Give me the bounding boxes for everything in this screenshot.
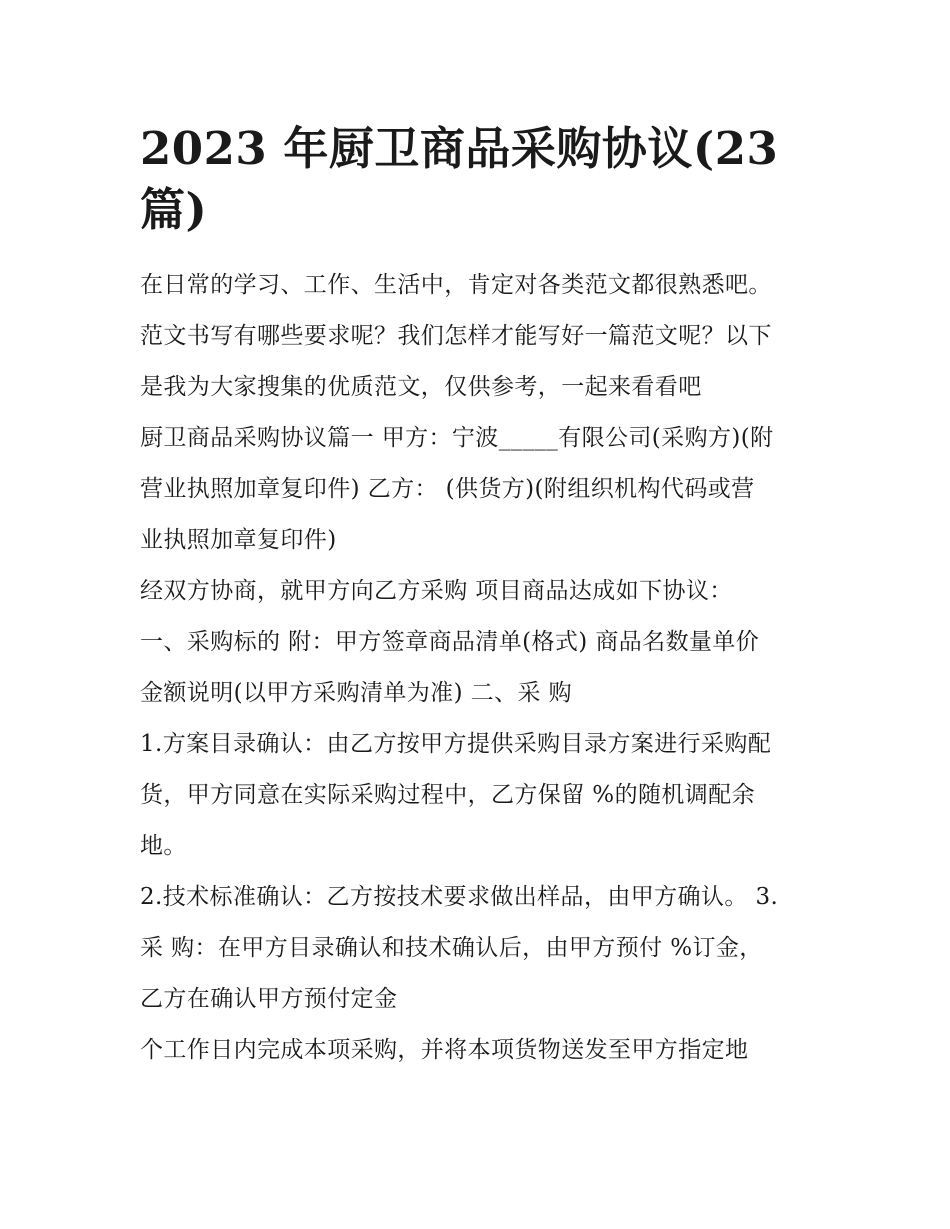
document-page: [140, 118, 820, 1076]
section-one-paragraph: [140, 617, 820, 719]
text-line: 乙方在确认甲方预付定金: [140, 986, 398, 1012]
intro-paragraph: [140, 260, 820, 413]
parties-paragraph: [140, 413, 820, 566]
text-line: 2.技术标准确认：乙方按技术要求做出样品，由甲方确认。 3.: [140, 884, 779, 910]
text-line: 经双方协商，就甲方向乙方采购 项目商品达成如下协议：: [140, 578, 733, 604]
continuation-paragraph: [140, 1025, 820, 1076]
text-line: 厨卫商品采购协议篇一 甲方：宁波_____有限公司(采购方)(附: [140, 425, 774, 451]
agreement-paragraph: [140, 566, 820, 617]
text-line: 是我为大家搜集的优质范文，仅供参考，一起来看看吧: [140, 374, 702, 400]
clause-2-paragraph: [140, 872, 820, 1025]
text-line: 范文书写有哪些要求呢？我们怎样才能写好一篇范文呢？以下: [140, 323, 772, 349]
text-line: 一、采购标的 附：甲方签章商品清单(格式) 商品名数量单价: [140, 629, 760, 655]
title-line: 2023 年厨卫商品采购协议(23: [140, 122, 779, 175]
text-line: 营业执照加章复印件) 乙方： (供货方)(附组织机构代码或营: [140, 476, 755, 502]
text-line: 采 购：在甲方目录确认和技术确认后，由甲方预付 %订金，: [140, 935, 763, 961]
text-line: 业执照加章复印件): [140, 527, 337, 553]
text-line: 货，甲方同意在实际采购过程中，乙方保留 %的随机调配余: [140, 782, 755, 808]
document-title: [140, 118, 820, 240]
text-line: 在日常的学习、工作、生活中，肯定对各类范文都很熟悉吧。: [140, 272, 772, 298]
text-line: 地。: [140, 833, 187, 859]
text-line: 金额说明(以甲方采购清单为准) 二、采 购: [140, 680, 572, 706]
text-line: 个工作日内完成本项采购，并将本项货物送发至甲方指定地: [140, 1037, 749, 1063]
clause-1-paragraph: [140, 719, 820, 872]
title-line: 篇): [140, 183, 208, 236]
text-line: 1.方案目录确认：由乙方按甲方提供采购目录方案进行采购配: [140, 731, 772, 757]
